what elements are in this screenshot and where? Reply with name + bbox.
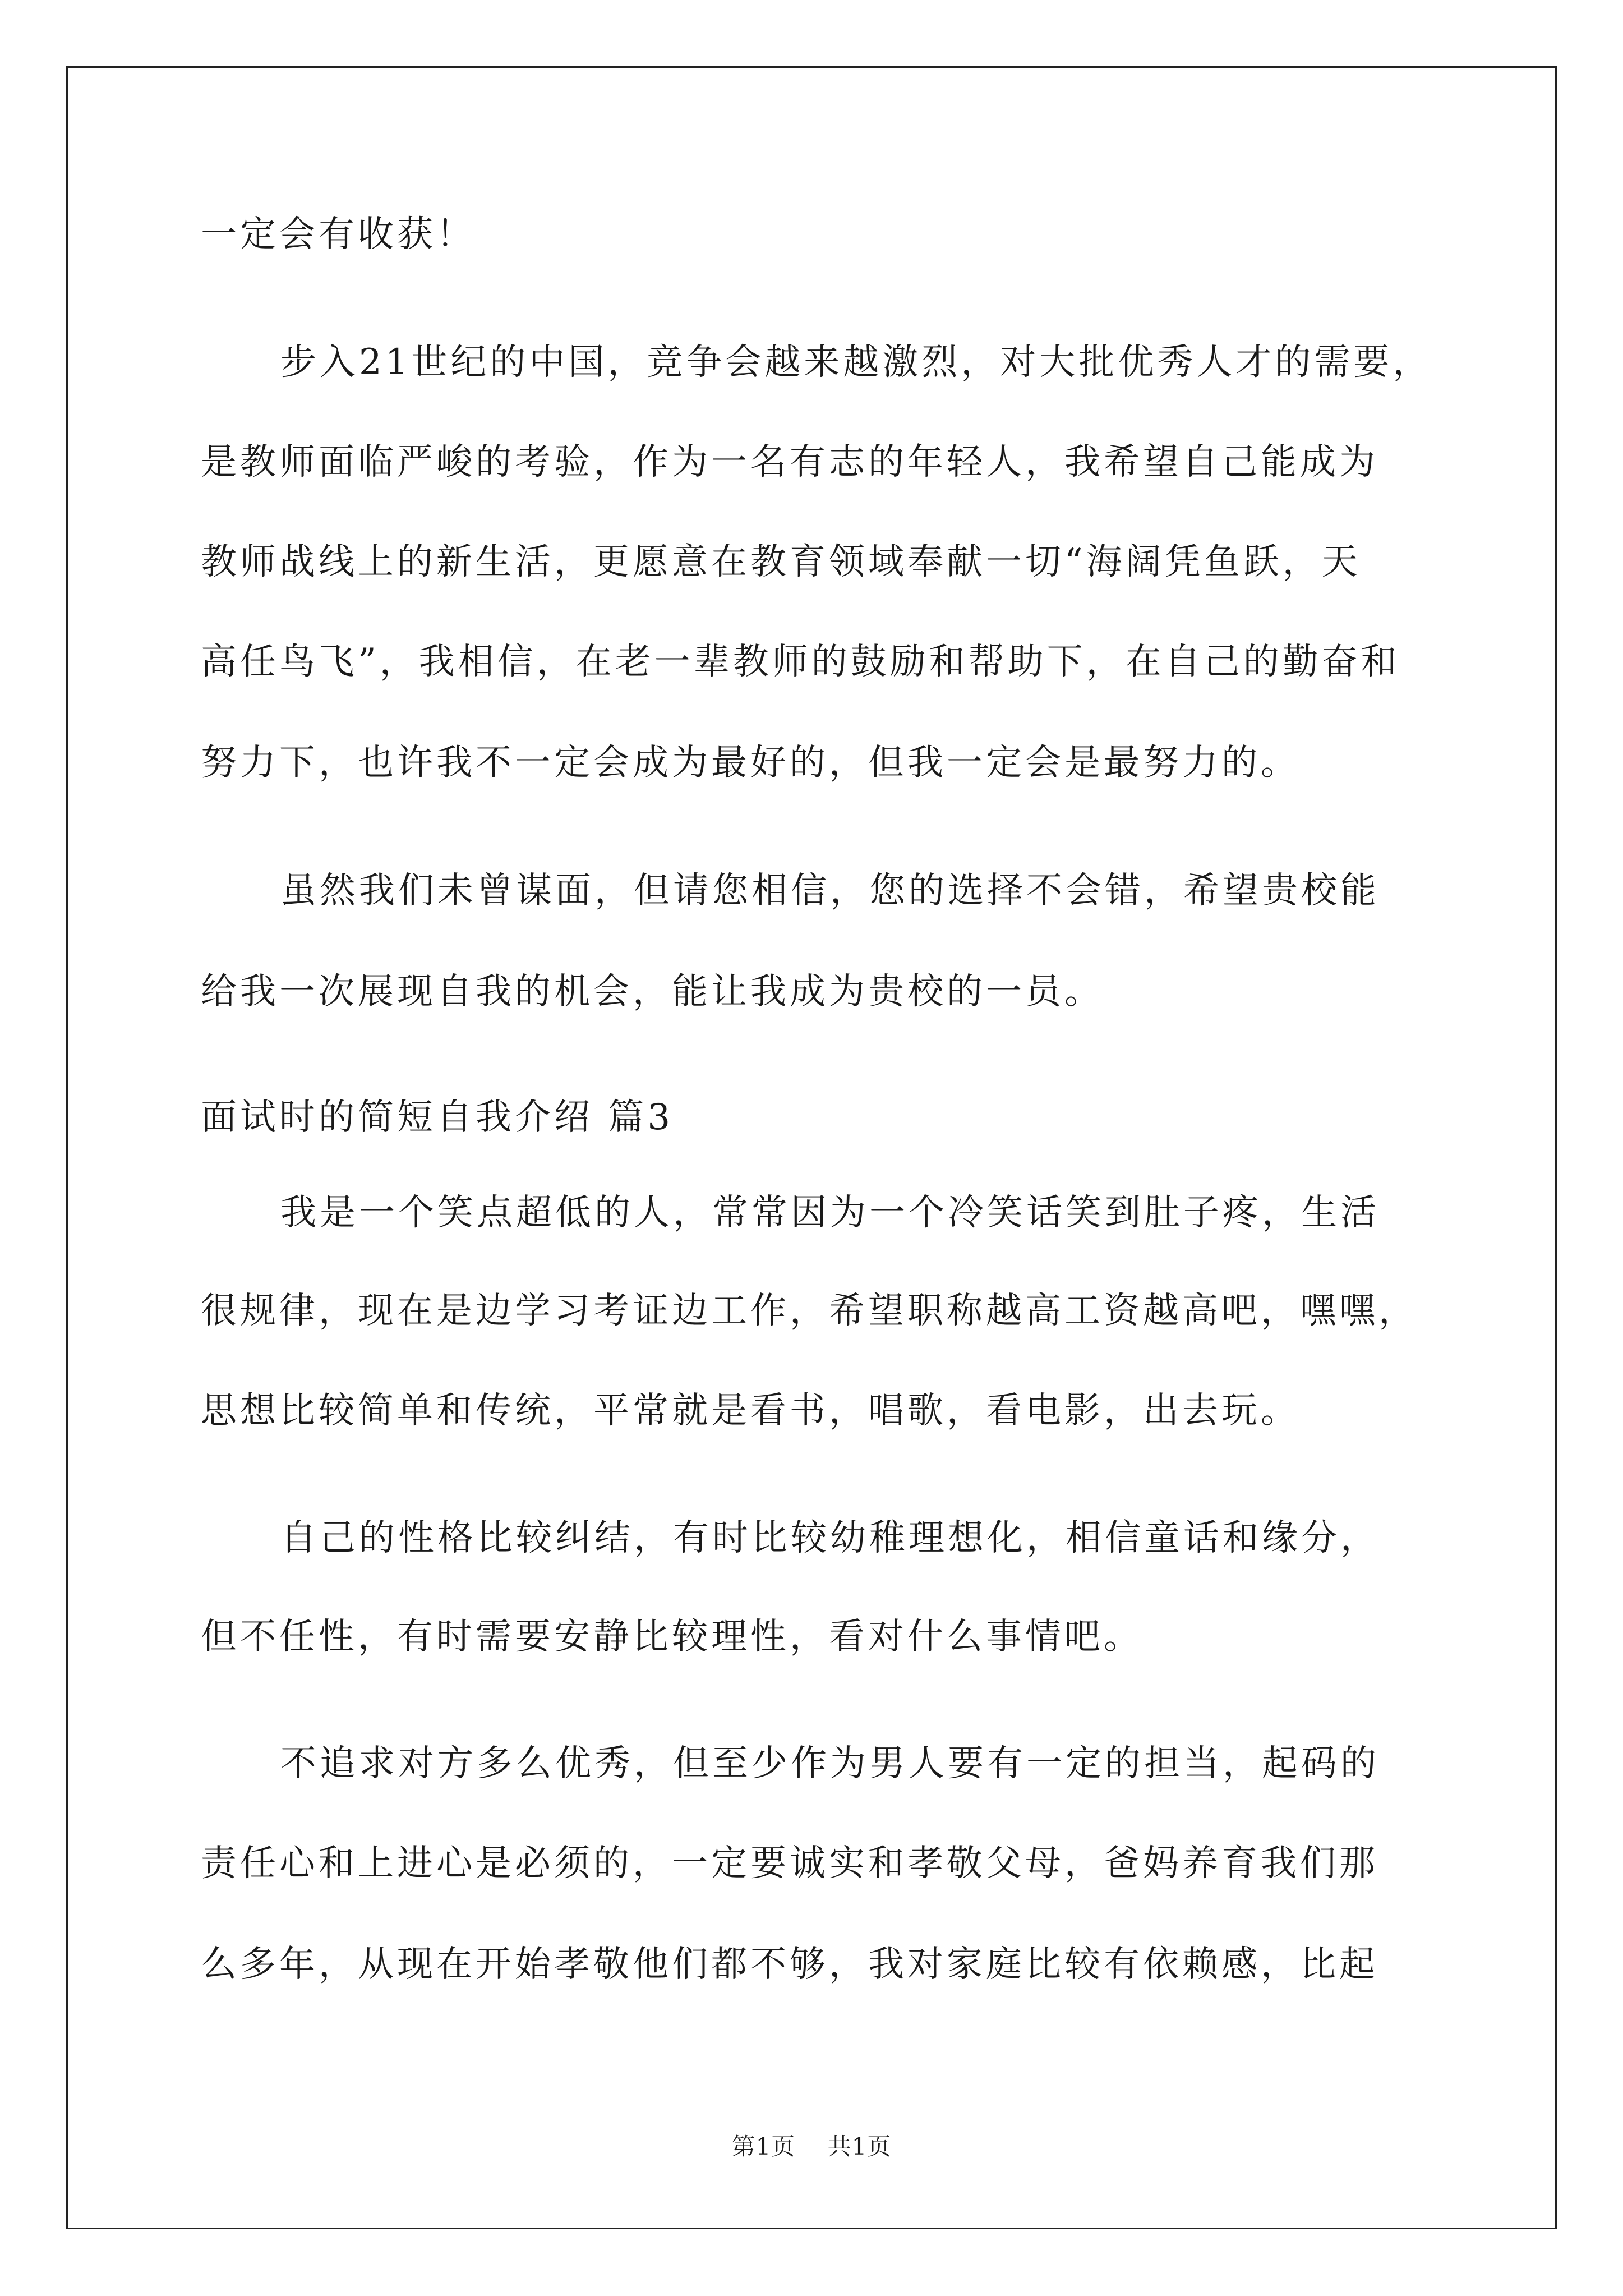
- section-heading: 面试时的简短自我介绍 篇3: [201, 1097, 674, 1138]
- text-line-12: 思想比较简单和传统，平常就是看书，唱歌，看电影，出去玩。: [201, 1390, 1300, 1432]
- page-footer: 第1页 共1页: [731, 2133, 892, 2160]
- text-line-11: 很规律，现在是边学习考证边工作，希望职称越高工资越高吧，嘿嘿，: [201, 1290, 1418, 1332]
- text-line-8: 给我一次展现自我的机会，能让我成为贵校的一员。: [201, 971, 1104, 1013]
- text-line-4: 教师战线上的新生活，更愿意在教育领域奉献一切“海阔凭鱼跃，天: [201, 541, 1361, 583]
- text-line-10: 我是一个笑点超低的人，常常因为一个冷笑话笑到肚子疼，生活: [280, 1192, 1380, 1234]
- text-line-5: 高任鸟飞”，我相信，在老一辈教师的鼓励和帮助下，在自己的勤奋和: [201, 641, 1400, 683]
- text-line-1: 一定会有收获！: [201, 214, 476, 255]
- text-line-6: 努力下，也许我不一定会成为最好的，但我一定会是最努力的。: [201, 742, 1300, 784]
- page-frame: [66, 66, 1557, 2229]
- text-line-13: 自己的性格比较纠结，有时比较幼稚理想化，相信童话和缘分，: [280, 1517, 1380, 1559]
- text-line-17: 么多年，从现在开始孝敬他们都不够，我对家庭比较有依赖感，比起: [201, 1944, 1378, 1985]
- text-line-3: 是教师面临严峻的考验，作为一名有志的年轻人，我希望自己能成为: [201, 441, 1378, 483]
- text-line-7: 虽然我们未曾谋面，但请您相信，您的选择不会错，希望贵校能: [280, 870, 1380, 912]
- text-line-14: 但不任性，有时需要安静比较理性，看对什么事情吧。: [201, 1616, 1143, 1658]
- text-line-16: 责任心和上进心是必须的，一定要诚实和孝敬父母，爸妈养育我们那: [201, 1843, 1378, 1884]
- text-line-15: 不追求对方多么优秀，但至少作为男人要有一定的担当，起码的: [280, 1743, 1380, 1784]
- text-line-2: 步入21世纪的中国，竞争会越来越激烈，对大批优秀人才的需要，: [280, 342, 1432, 383]
